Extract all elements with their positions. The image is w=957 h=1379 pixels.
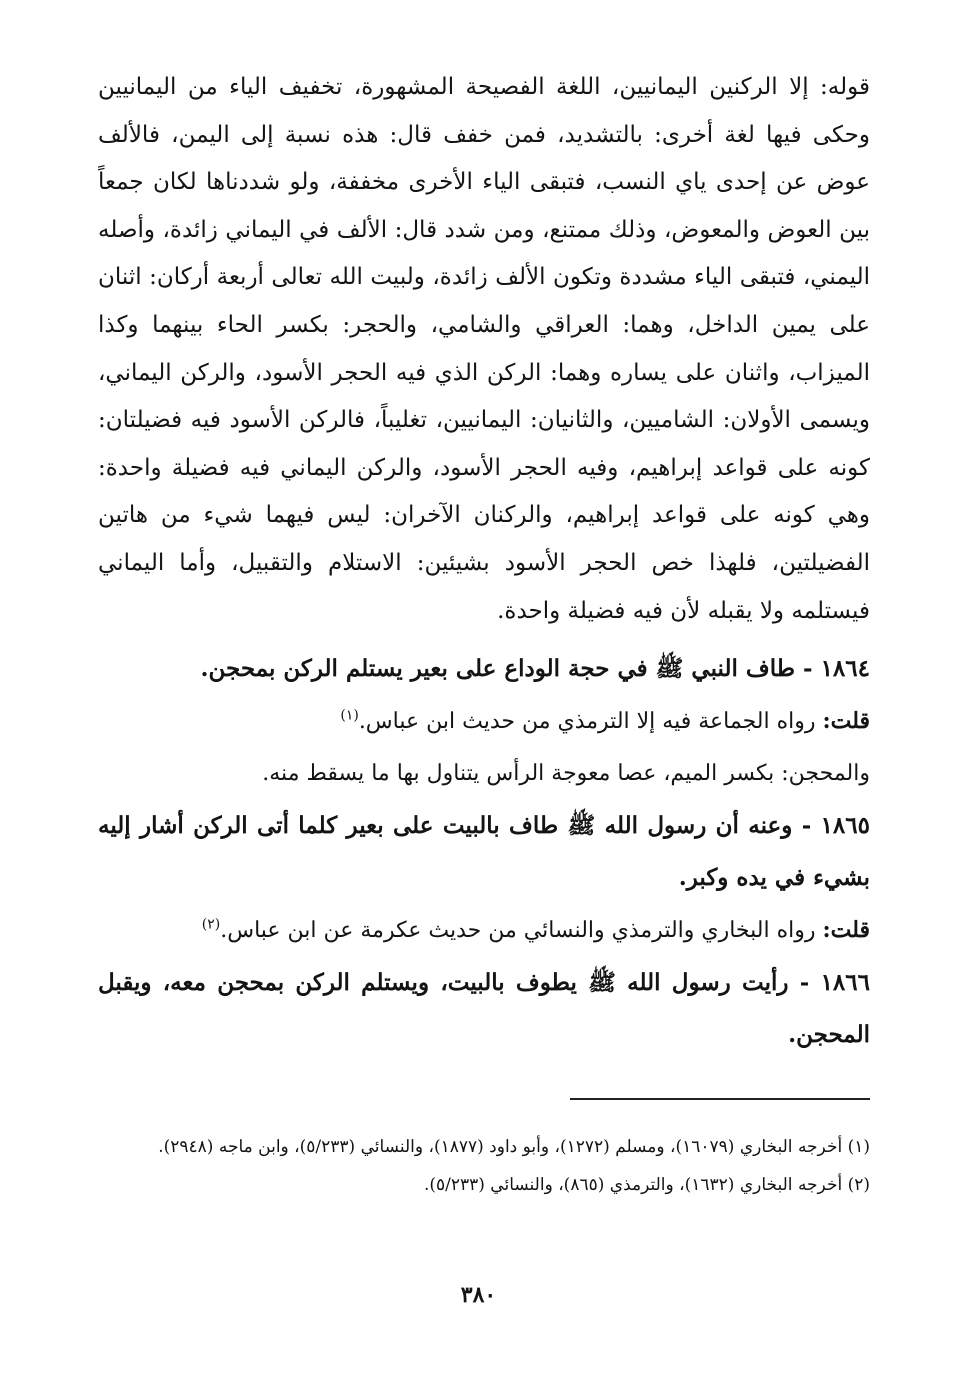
footnote-2: (٢) أخرجه البخاري (١٦٣٢)، والترمذي (٨٦٥)، والنسائي (٥/٢٣٣). xyxy=(423,1175,870,1195)
note-label: قلت: xyxy=(822,917,870,944)
commentary-paragraph: قوله: إلا الركنين اليمانيين، اللغة الفصيحة المشهورة، تخفيف الياء من اليمانيين وحكى فيها لغة أخرى: بالتشديد، فمن خفف قال: هذه نسبة إلى اليمن، فالألف عوض عن إحدى ياي النسب، فتبقى الياء الأخرى مخففة، ولو شددناها لكان جمعاً بين العوض والمعوض، وذلك ممتنع، ومن شدد قال: الألف في اليماني زائدة، وأصله اليمني، فتبقى الياء مشددة وتكون الألف زائدة، ولبيت الله تعالى أربعة أركان: اثنان على يمين الداخل، وهما: العراقي والشامي، والحجر: بكسر الحاء بينهما وكذا الميزاب، واثنان على يساره وهما: الركن الذي فيه الحجر الأسود، والركن اليماني، ويسمى الأولان: الشاميين، والثانيان: اليمانيين، تغليباً، فالركن الأسود فيه فضيلتان: كونه على قواعد إبراهيم، وفيه الحجر الأسود، والركن اليماني فيه فضيلة واحدة: وهي كونه على قواعد إبراهيم، والركنان الآخران: ليس فيهما شيء من هاتين الفضيلتين، فلهذا خص الحجر الأسود بشيئين: الاستلام والتقبيل، وأما اليماني فيستلمه ولا يقبله لأن فيه فضيلة واحدة. xyxy=(98,74,870,624)
footnote-ref-1: (١) xyxy=(340,707,359,724)
note-text: رواه البخاري والترمذي والنسائي من حديث عكرمة عن ابن عباس. xyxy=(220,918,823,944)
mihjan-gloss: والمحجن: بكسر الميم، عصا معوجة الرأس يتناول بها ما يسقط منه. xyxy=(262,761,870,787)
hadith-1865-note xyxy=(98,904,870,957)
note-label: قلت: xyxy=(822,708,870,735)
footnote-1: (١) أخرجه البخاري (١٦٠٧٩)، ومسلم (١٢٧٢)، وأبو داود (١٨٧٧)، والنسائي (٥/٢٣٣)، وابن ماجه (٢٩٤٨). xyxy=(158,1137,870,1157)
hadith-1866: ١٨٦٦ - رأيت رسول الله ﷺ يطوف بالبيت، ويستلم الركن بمحجن معه، ويقبل المحجن. xyxy=(98,969,870,1049)
hadith-1864-note xyxy=(98,695,870,748)
note-text: رواه الجماعة فيه إلا الترمذي من حديث ابن عباس. xyxy=(358,709,823,735)
spacer xyxy=(98,635,870,643)
footnote-divider xyxy=(570,1098,870,1100)
hadith-1865: ١٨٦٥ - وعنه أن رسول الله ﷺ طاف بالبيت على بعير كلما أتى الركن أشار إليه بشيء في يده وكبر. xyxy=(98,812,870,892)
page-number: ٣٨٠ xyxy=(460,1282,497,1308)
hadith-1864: ١٨٦٤ - طاف النبي ﷺ في حجة الوداع على بعير يستلم الركن بمحجن. xyxy=(200,655,870,683)
page-body xyxy=(98,64,870,1061)
footnotes xyxy=(98,1128,870,1204)
footnote-ref-2: (٢) xyxy=(201,916,221,933)
